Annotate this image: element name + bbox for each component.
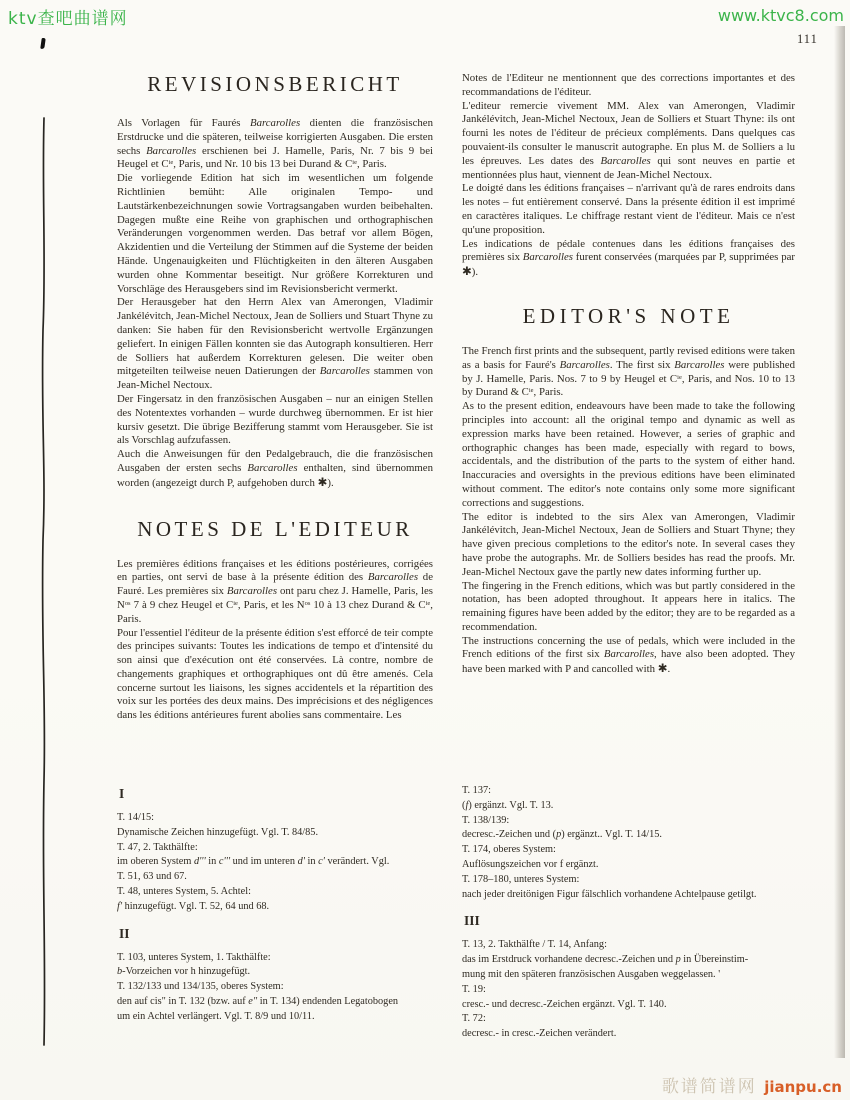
french-paragraphs-continued (462, 72, 795, 280)
page-number: 111 (797, 32, 818, 46)
paragraph: Le doigté dans les éditions françaises – n'arrivant qu'à de rares endroits dans les notes – fut entièrement conservé. Dans la présente édition il est imprimé en caractères italiques. Le chiffrage restant vient de l'éditeur. Mais ce n'est qu'une proposition. (462, 182, 795, 236)
note-line: Dynamische Zeichen hinzugefügt. Vgl. T. 84/85. (117, 826, 319, 838)
note-line: um ein Achtel verlängert. Vgl. T. 8/9 und 10/11. (117, 1010, 315, 1022)
german-paragraphs (117, 117, 433, 491)
heading-notes-de-lediteur: NOTES DE L'EDITEUR (137, 516, 413, 541)
note-line: T. 174, oberes System: (462, 844, 556, 856)
paragraph: The editor is indebted to the sirs Alex van Amerongen, Vladimir Jankélévitch, Jean-Michel Nectoux, Jean de Solliers and Stuart Thyne; they have given precious completions to the editor's note. In several cases they have probe the autographs. Mr. de Solliers besides has read the proofs. Mr. Jean-Michel Nectoux gave the partly new dates informing further up. (462, 510, 795, 578)
right-column (462, 62, 795, 677)
note-line: (f) ergänzt. Vgl. T. 13. (462, 799, 554, 811)
revision-notes-left (117, 786, 433, 1025)
english-paragraphs (462, 345, 795, 677)
left-column (117, 62, 433, 723)
binding-crease-line (0, 0, 60, 1100)
note-line: T. 14/15: (117, 812, 154, 823)
note-line: T. 47, 2. Takthälfte: (117, 841, 198, 853)
note-line: T. 103, unteres System, 1. Takthälfte: (117, 951, 271, 963)
section-label-II: II (119, 925, 130, 941)
note-line: im oberen System d''' in c''' und im unteren d' in c' verändert. Vgl. (117, 856, 390, 868)
section-label-I: I (119, 786, 125, 801)
heading-revisionsbericht: REVISIONSBERICHT (147, 72, 403, 96)
paragraph: L'editeur remercie vivement MM. Alex van Amerongen, Vladimir Jankélévitch, Jean-Michel Nectoux, Jean de Solliers et Stuart Thyne: ils ont fourni les notes de l'éditeur de précieux compléments. Dans quelques cas pouvaient-ils consulter le manuscrit autographe. En plus M. de Solliers a lu les épreuves. Les dates des Barcarolles qui sont neuves en partie et mentionnées plus haut, viennent de Jean-Michel Nectoux. (462, 99, 795, 181)
watermark-top-left: ktv查吧曲谱网 (8, 9, 128, 29)
paragraph: Les premières éditions françaises et les éditions postérieures, corrigées en parties, ont servi de base à la présente édition des Barcarolles de Fauré. Les premières six Barcarolles ont paru chez J. Hamelle, Paris, les $N^{os}$ 7 à 9 chez Heugel et $C^{ie}$, Paris, et les $N^{os}$ 10 à 13 chez Durand & $C^{ie}$, Paris. (117, 557, 433, 625)
notes-continuation-lines (462, 784, 795, 902)
note-line: T. 178–180, unteres System: (462, 873, 580, 885)
heading-editors-note: EDITOR'S NOTE (522, 303, 735, 328)
note-line: f' hinzugefügt. Vgl. T. 52, 64 und 68. (117, 900, 270, 912)
note-line: T. 51, 63 und 67. (117, 871, 187, 883)
paragraph: Notes de l'Editeur ne mentionnent que des corrections importantes et des recommandations de l'éditeur. (462, 72, 795, 98)
watermark-top-right: www.ktvc8.com (717, 6, 844, 25)
paragraph: The fingering in the French editions, which was but partly considered in the notation, has been adopted throughout. It appears here in italics. The remaining figures have been added by the editor; they are to be regarded as a recommendation. (462, 579, 795, 633)
paragraph: Auch die Anweisungen für den Pedalgebrauch, die die französischen Ausgaben der ersten sechs Barcarolles enthalten, sind übernommen worden (angezeigt durch P, aufgehoben durch ✱). (117, 448, 433, 489)
note-line: decresc.- in cresc.-Zeichen verändert. (462, 1028, 617, 1040)
paragraph: Pour l'essentiel l'éditeur de la présente édition s'est efforcé de teir compte des principes suivants: Toutes les indications de tempo et d'intensité du son ainsi que d'exécution ont été conservées. Là contre, nombre de changements graphiques et orthographiques ont dû être amenés. Cela concerne surtout les liaisons, les signes accidentels et la répartition des voix sur les portées des deux mains. Des imprécisions et des négligences dans les éditions antérieures furent abolies sans commentaire. Les (117, 626, 433, 722)
paragraph: The French first prints and the subsequent, partly revised editions were taken as a basis for Fauré's Barcarolles. The first six Barcarolles were published by J. Hamelle, Paris. Nos. 7 to 9 by Heugel et $C^{ie}$, Paris, and Nos. 10 to 13 by Durand & $C^{ie}$, Paris. (462, 344, 795, 399)
note-line: T. 13, 2. Takthälfte / T. 14, Anfang: (462, 939, 607, 951)
paragraph: Die vorliegende Edition hat sich im wesentlichen um folgende Richtlinien bemüht: Alle originalen Tempo- und Lautstärkenbezeichnungen sowie Vortragsangaben wurden beibehalten. Dagegen mußte eine Reihe von graphischen und orthographischen Veränderungen vorgenommen werden. Das betraf vor allem Bögen, Akzidentien und die Verteilung der Stimmen auf die Systeme der beiden Hände. Ungenauigkeiten und Flüchtigkeiten in den älteren Ausgaben wurden ohne Kommentar beseitigt. Nur größere Korrekturen und Vorschläge des Herausgebers sind im Revisionsbericht vermerkt. (117, 172, 433, 295)
french-paragraphs (117, 558, 433, 724)
watermark-bottom-right (662, 1072, 842, 1097)
note-line: T. 19: (462, 983, 486, 995)
note-line: nach jeder dreitönigen Figur fälschlich vorhandene Achtelpause getilgt. (462, 888, 757, 900)
note-line: cresc.- und decresc.-Zeichen ergänzt. Vgl. T. 140. (462, 998, 667, 1010)
scan-speck (40, 38, 45, 49)
paragraph: The instructions concerning the use of pedals, which were included in the French editions of the first six Barcarolles, have also been adopted. They have been marked with P and cancolled with ✱. (462, 634, 795, 676)
paragraph: Der Herausgeber hat den Herrn Alex van Amerongen, Vladimir Jankélévitch, Jean-Michel Nectoux, Jean de Solliers und Stuart Thyne zu danken: Sie haben für den Revisionsbericht wertvolle Ergänzungen geliefert. In einigen Fällen konnten sie das Autograph konsultieren. Herr de Solliers hat außerdem Korrekturen gelesen. Die weiter oben mitgeteilten teilweise neuen Datierungen der Barcarolles stammen von Jean-Michel Nectoux. (117, 296, 433, 392)
note-line: T. 137: (462, 785, 491, 796)
section-I-lines (117, 811, 433, 915)
note-line: T. 132/133 und 134/135, oberes System: (117, 981, 284, 993)
paragraph: Les indications de pédale contenues dans les éditions françaises des premières six Barcarolles furent conservées (marquées par P, supprimées par ✱). (462, 237, 795, 279)
note-line: mung mit den späteren französischen Ausgaben weggelassen. ' (462, 968, 721, 980)
revision-notes-right (462, 784, 795, 1042)
paragraph: Als Vorlagen für Faurés Barcarolles dienten die französischen Erstdrucke und die späteren, teilweise korrigierten Ausgaben. Die ersten sechs Barcarolles erschienen bei J. Hamelle, Paris, Nr. 7 bis 9 bei Heugel et $C^{ie}$, Paris, und Nr. 10 bis 13 bei Durand & $C^{ie}$, Paris. (117, 117, 433, 171)
note-line: den auf cis" in T. 132 (bzw. auf e" in T. 134) endenden Legatobogen (117, 995, 399, 1007)
note-line: T. 138/139: (462, 814, 510, 826)
note-line: decresc.-Zeichen und (p) ergänzt.. Vgl. T. 14/15. (462, 829, 662, 841)
page-edge-shadow (834, 26, 845, 1058)
paragraph: Der Fingersatz in den französischen Ausgaben – nur an einigen Stellen des Notentextes vorhanden – wurde durchweg übernommen. Er ist hier kursiv gesetzt. Die übrige Bezifferung stammt vom Herausgeber. Sie ist als Vorschlag aufzufassen. (117, 392, 433, 447)
watermark-bottom-url: jianpu.cn (764, 1078, 842, 1096)
note-line: T. 48, unteres System, 5. Achtel: (117, 885, 251, 897)
section-II-lines (117, 951, 433, 1025)
paragraph: As to the present edition, endeavours have been made to take the following principles into account: all the original tempo and dynamic as well as expression marks have been retained. However, a series of graphic and orthographic changes has been made, especially with regard to bows, accidentals, and the distribution of the parts to the system of either hand. Inaccuracies and oversights in the previous editions have been eliminated without comment. The editor's note contains only some more significant corrections and suggestions. (462, 400, 795, 509)
note-line: T. 72: (462, 1013, 486, 1025)
section-III-lines (462, 938, 795, 1042)
note-line: b-Vorzeichen vor h hinzugefügt. (117, 966, 251, 978)
note-line: das im Erstdruck vorhandene decresc.-Zeichen und p in Übereinstim- (462, 954, 749, 966)
watermark-bottom-cn: 歌谱简谱网 (661, 1077, 765, 1097)
note-line: Auflösungszeichen vor f ergänzt. (462, 858, 599, 870)
section-label-III: III (464, 913, 480, 929)
